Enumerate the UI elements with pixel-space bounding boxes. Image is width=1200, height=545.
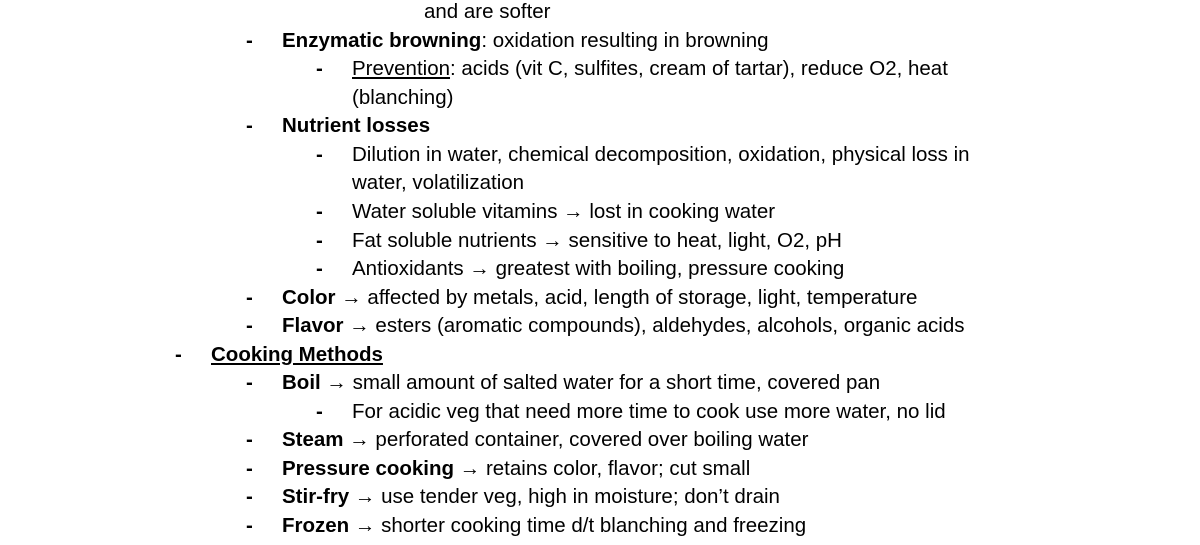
- bullet-dash: -: [246, 314, 253, 337]
- term-label: Nutrient losses: [282, 114, 431, 137]
- item-text: Dilution in water, chemical decomposition, oxidation, physical loss in: [352, 143, 970, 166]
- term-label: Prevention: [352, 57, 451, 80]
- item-text: → shorter cooking time d/t blanching and freezing: [349, 514, 807, 537]
- bullet-dash: -: [316, 143, 323, 166]
- section-heading-cooking-methods: [211, 343, 383, 367]
- term-label: Frozen: [282, 514, 350, 537]
- bullet-dash: -: [316, 400, 323, 423]
- bullet-dash: -: [316, 229, 323, 252]
- list-item-dilution: [352, 143, 970, 167]
- bullet-dash: -: [246, 114, 253, 137]
- list-item-fat-soluble: [352, 229, 842, 253]
- bullet-dash: -: [246, 457, 253, 480]
- term-label: Boil: [282, 371, 321, 394]
- bullet-dash: -: [246, 428, 253, 451]
- list-item-enzymatic-browning: [282, 29, 769, 53]
- item-text: → retains color, flavor; cut small: [454, 457, 751, 480]
- list-item-nutrient-losses: [282, 114, 430, 138]
- list-item-flavor: [282, 314, 965, 338]
- term-label: Enzymatic browning: [282, 29, 482, 52]
- item-text: → esters (aromatic compounds), aldehydes, alcohols, organic acids: [343, 314, 965, 337]
- item-text: → small amount of salted water for a short time, covered pan: [320, 371, 881, 394]
- bullet-dash: -: [246, 286, 253, 309]
- item-text: → affected by metals, acid, length of storage, light, temperature: [335, 286, 918, 309]
- item-text: (blanching): [352, 86, 454, 109]
- term-label: Pressure cooking: [282, 457, 455, 480]
- bullet-dash: -: [246, 371, 253, 394]
- list-item-color: [282, 286, 917, 310]
- list-item-pressure-cooking: [282, 457, 750, 481]
- term-label: Stir-fry: [282, 485, 350, 508]
- bullet-dash: -: [246, 514, 253, 537]
- item-text: → use tender veg, high in moisture; don’t drain: [349, 485, 780, 508]
- list-item-acidic-veg: [352, 400, 946, 424]
- list-item-stir-fry: [282, 485, 780, 509]
- continuation-text: [424, 0, 551, 24]
- item-text: Antioxidants → greatest with boiling, pressure cooking: [352, 257, 845, 280]
- bullet-dash: -: [316, 57, 323, 80]
- item-text: Water soluble vitamins → lost in cooking water: [352, 200, 776, 223]
- bullet-dash: -: [175, 343, 182, 366]
- list-item-dilution-continuation: [352, 171, 524, 195]
- item-text: Fat soluble nutrients → sensitive to heat, light, O2, pH: [352, 229, 842, 252]
- item-text: : oxidation resulting in browning: [481, 29, 769, 52]
- section-heading-text: Cooking Methods: [211, 343, 383, 366]
- list-item-prevention-continuation: [352, 86, 453, 110]
- term-label: Flavor: [282, 314, 344, 337]
- list-item-steam: [282, 428, 808, 452]
- item-text: → perforated container, covered over boiling water: [343, 428, 809, 451]
- item-text: water, volatilization: [352, 171, 525, 194]
- term-label: Steam: [282, 428, 344, 451]
- bullet-dash: -: [316, 200, 323, 223]
- list-item-boil: [282, 371, 880, 395]
- term-label: Color: [282, 286, 336, 309]
- continuation-text-content: and are softer: [424, 0, 551, 23]
- item-text: For acidic veg that need more time to cook use more water, no lid: [352, 400, 946, 423]
- list-item-water-soluble: [352, 200, 775, 224]
- list-item-antioxidants: [352, 257, 844, 281]
- bullet-dash: -: [316, 257, 323, 280]
- bullet-dash: -: [246, 29, 253, 52]
- list-item-prevention: [352, 57, 948, 81]
- item-text: : acids (vit C, sulfites, cream of tartar), reduce O2, heat: [450, 57, 948, 80]
- bullet-dash: -: [246, 485, 253, 508]
- list-item-frozen: [282, 514, 806, 538]
